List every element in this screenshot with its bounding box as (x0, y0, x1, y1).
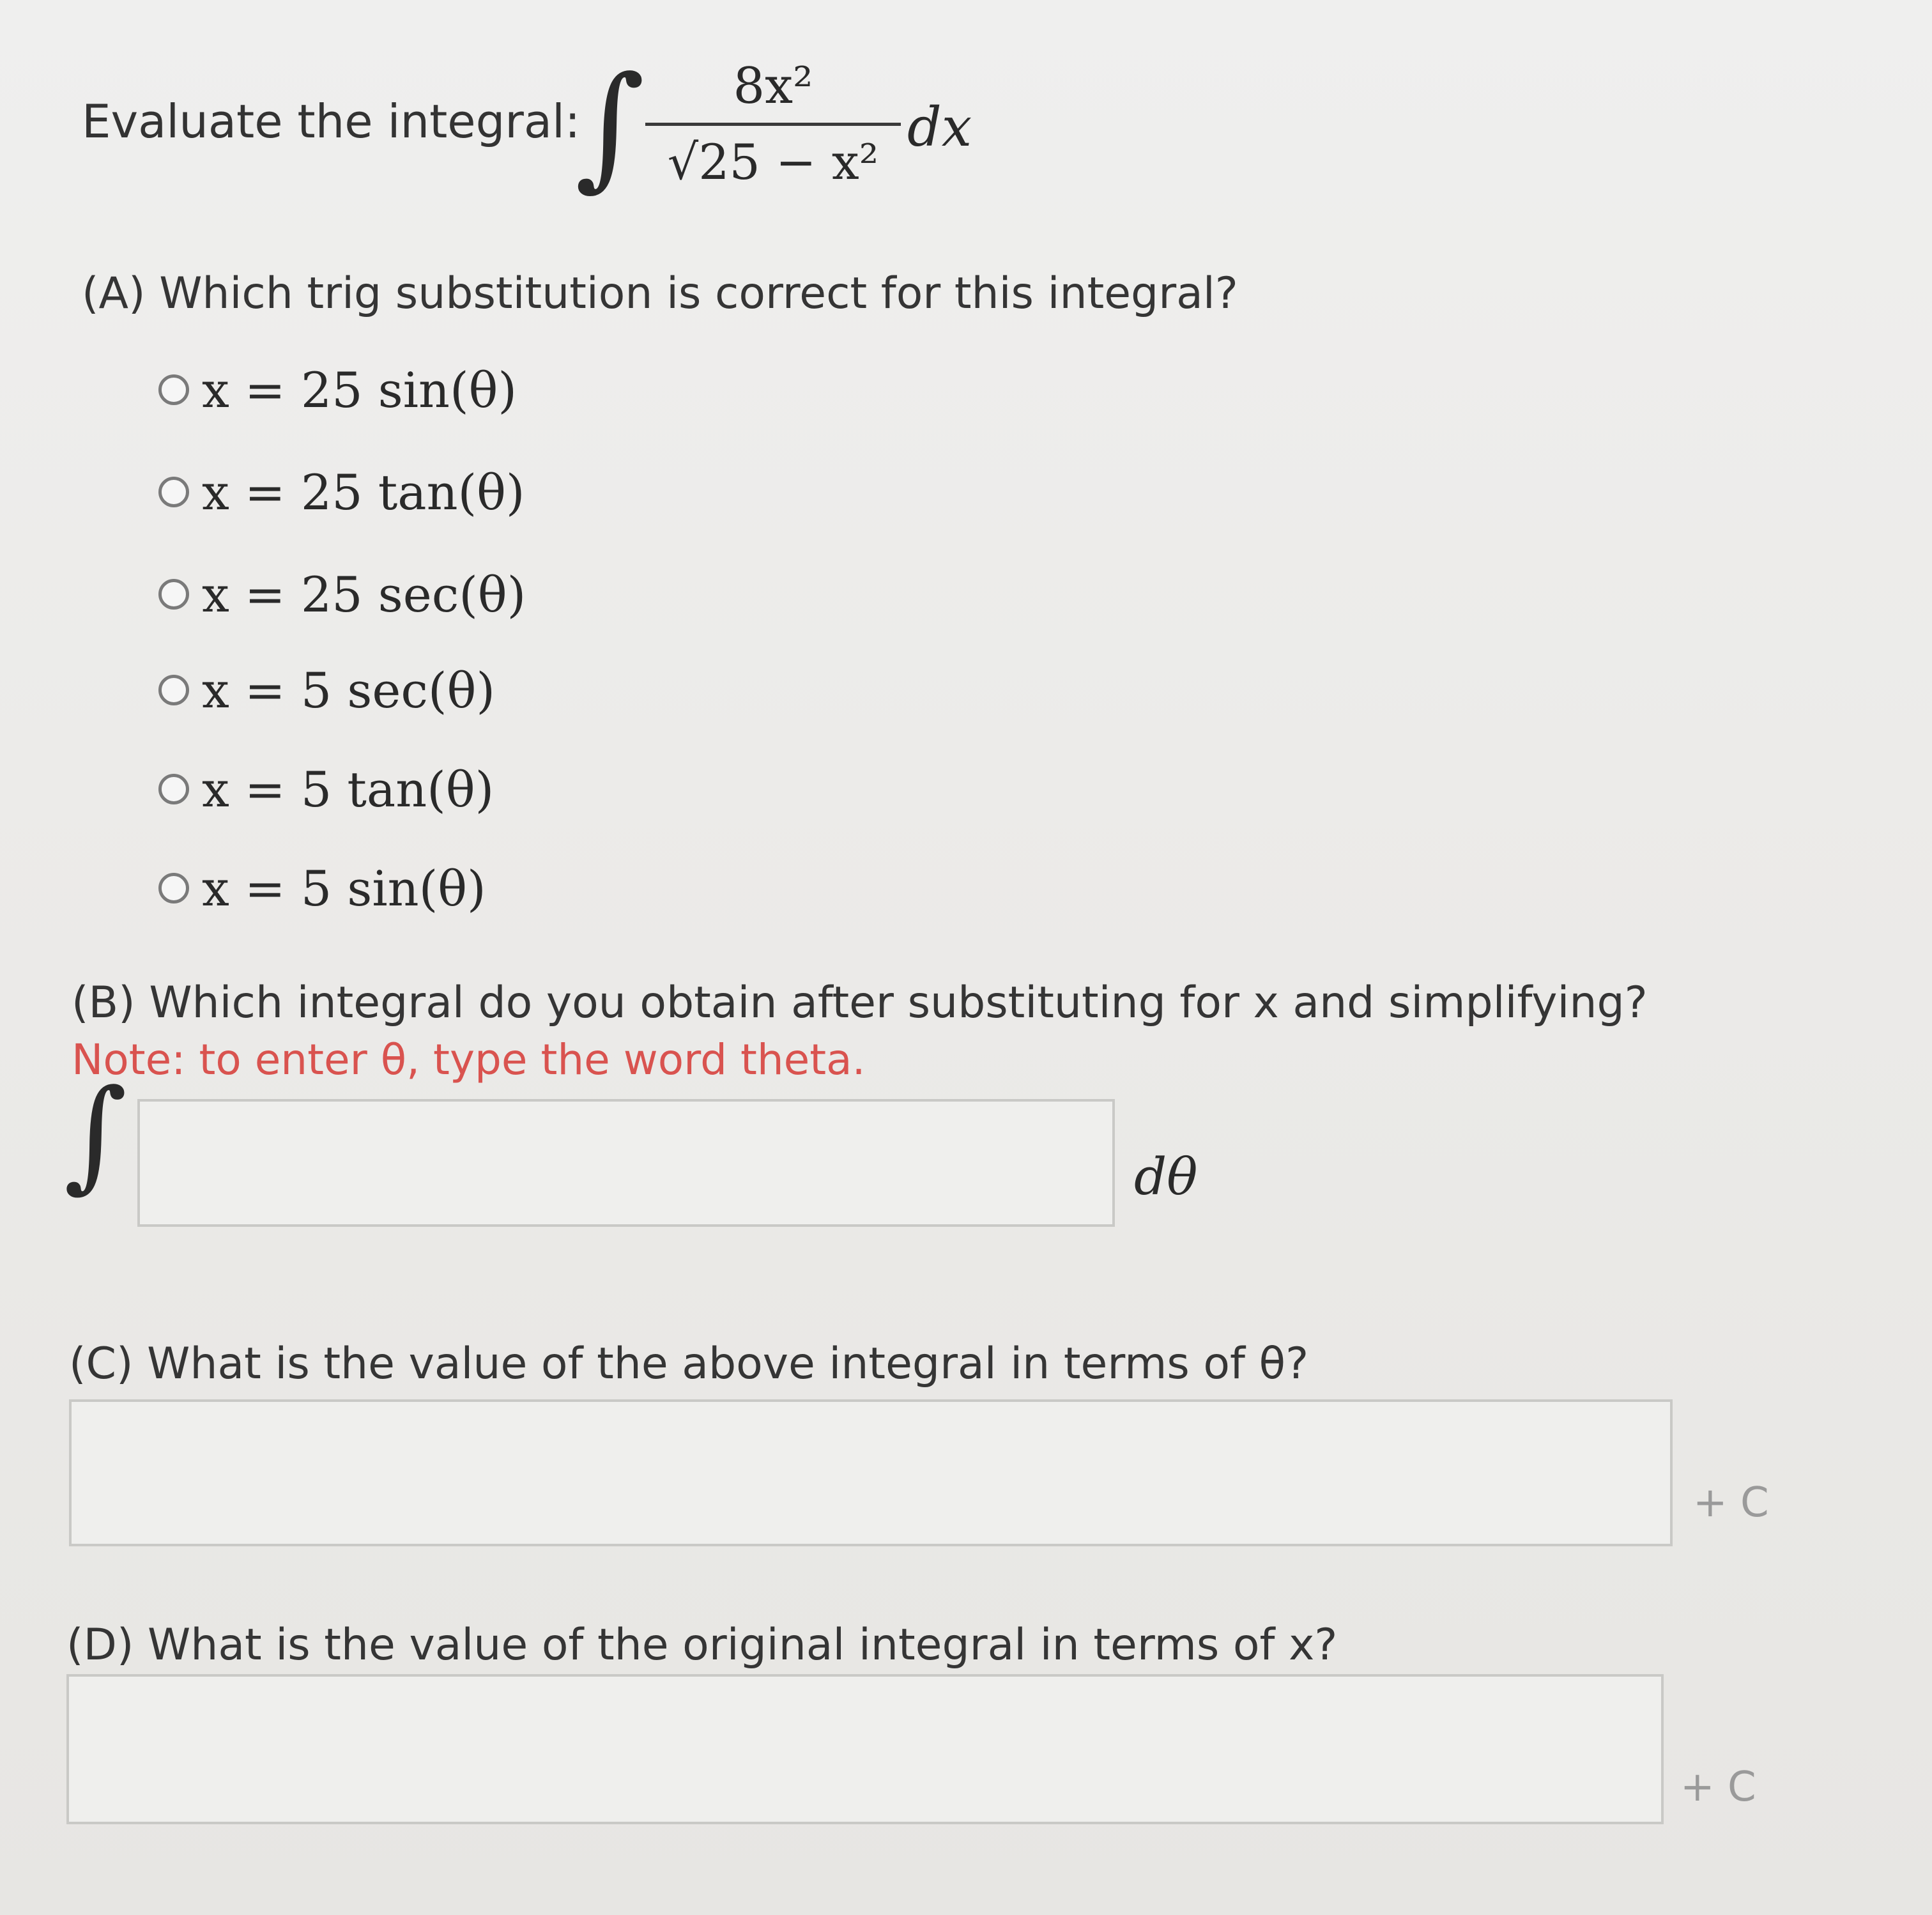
radio-button[interactable] (158, 873, 189, 904)
option-label: x = 25 sec(θ) (202, 565, 526, 623)
part-a-question: (A) Which trig substitution is correct for this integral? (82, 268, 1238, 319)
constant-c-label: + C (1693, 1479, 1769, 1527)
radio-button[interactable] (158, 774, 189, 804)
fraction-bar (645, 123, 901, 126)
prompt-label: Evaluate the integral: (82, 95, 581, 148)
option-label: x = 5 sec(θ) (202, 661, 495, 719)
option-4[interactable] (158, 655, 495, 725)
constant-c-label: + C (1680, 1764, 1756, 1811)
option-1[interactable] (158, 355, 517, 425)
option-label: x = 5 sin(θ) (202, 859, 486, 917)
option-3[interactable] (158, 559, 526, 629)
option-label: x = 5 tan(θ) (202, 760, 494, 818)
integral-sign: ∫ (64, 1063, 127, 1204)
part-b-question: (B) Which integral do you obtain after substituting for x and simplifying? (72, 978, 1648, 1028)
radio-button[interactable] (158, 579, 189, 610)
differential-dx: dx (907, 96, 972, 158)
integral-sign: ∫ (575, 47, 645, 204)
option-2[interactable] (158, 457, 525, 527)
radio-button[interactable] (158, 675, 189, 705)
part-b-input[interactable] (137, 1099, 1115, 1227)
part-d-question: (D) What is the value of the original integral in terms of x? (66, 1620, 1338, 1670)
theta-note: Note: to enter θ, type the word theta. (72, 1035, 866, 1084)
radio-button[interactable] (158, 374, 189, 405)
integrand-fraction (645, 51, 901, 197)
option-6[interactable] (158, 853, 486, 923)
option-label: x = 25 tan(θ) (202, 463, 525, 521)
differential-dtheta: dθ (1134, 1147, 1198, 1206)
option-5[interactable] (158, 754, 494, 824)
part-d-input[interactable] (66, 1674, 1664, 1824)
numerator: 8x² (733, 58, 813, 115)
part-c-input[interactable] (69, 1399, 1673, 1546)
option-label: x = 25 sin(θ) (202, 361, 518, 419)
part-c-question: (C) What is the value of the above integral in terms of θ? (69, 1339, 1309, 1389)
denominator: √25 − x² (667, 134, 879, 190)
radio-button[interactable] (158, 477, 189, 507)
